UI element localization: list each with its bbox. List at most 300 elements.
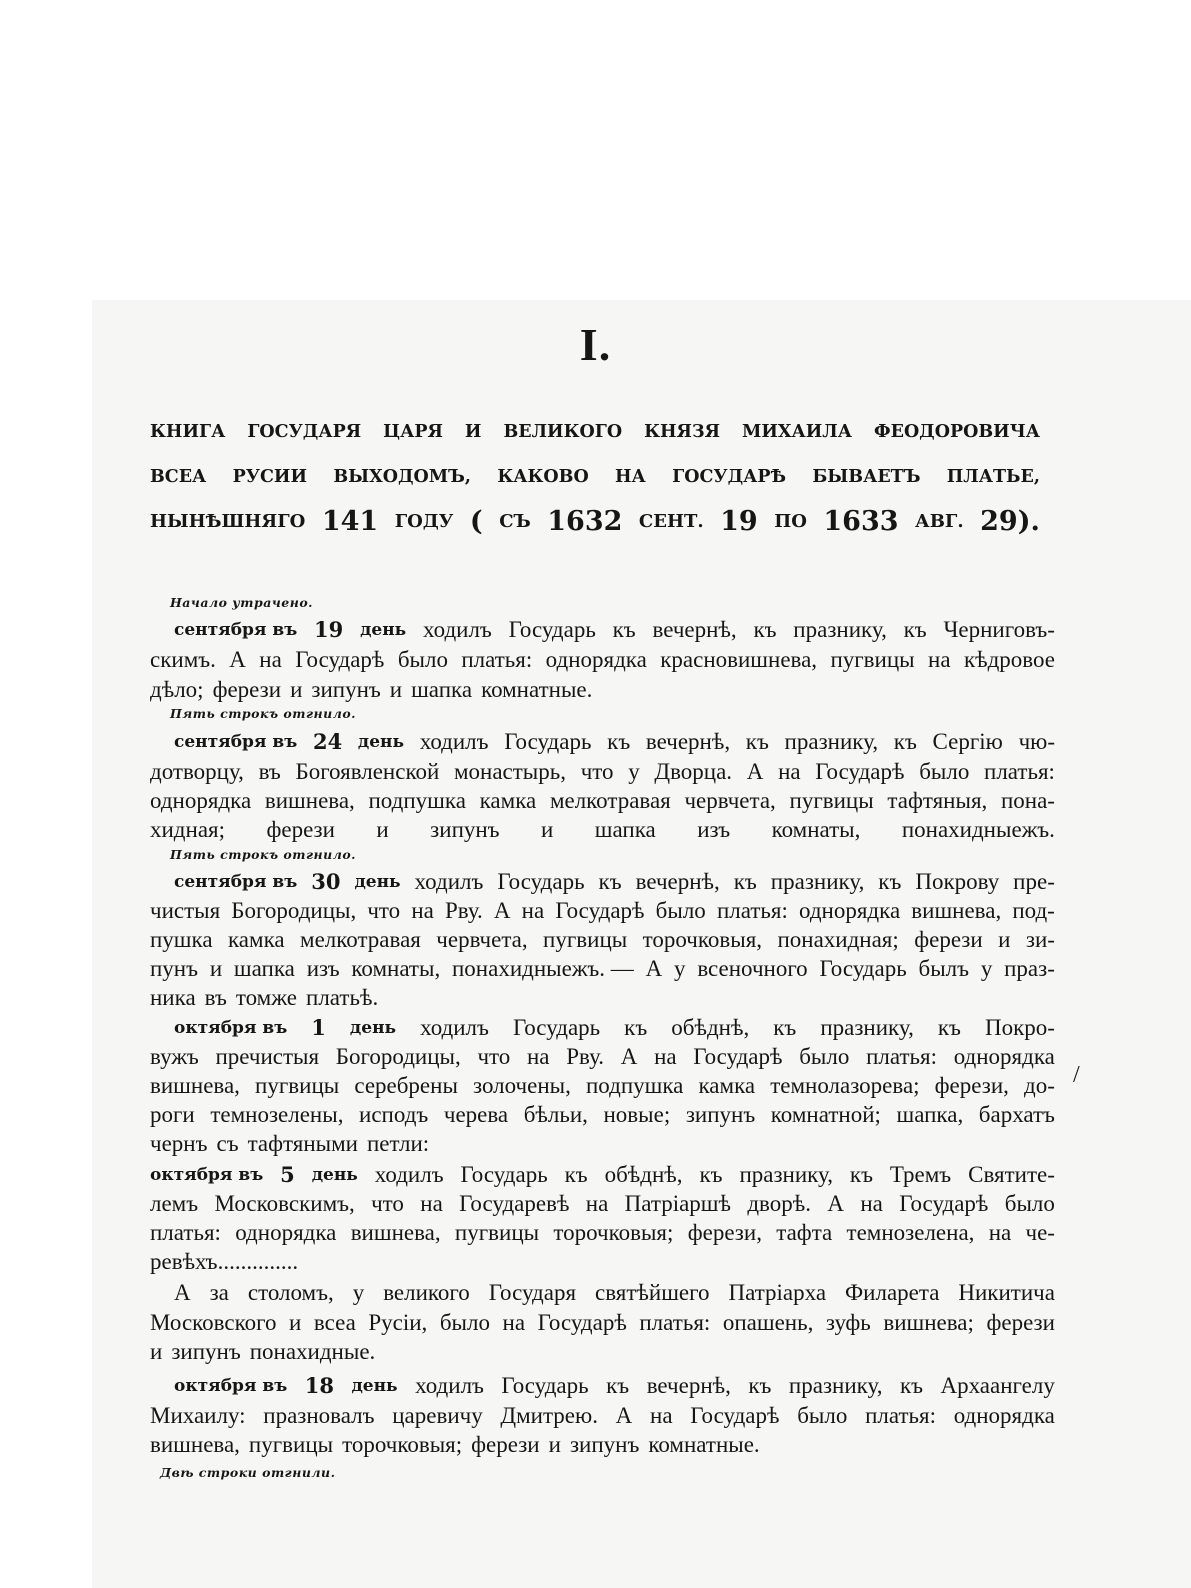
word: и xyxy=(290,677,303,702)
word: пунъ xyxy=(150,956,199,981)
word: ревѣхъ.............. xyxy=(150,1249,299,1274)
word: однорядка xyxy=(953,1403,1055,1428)
word: на xyxy=(860,1191,883,1216)
date-label: день xyxy=(360,620,407,640)
text-line xyxy=(150,1160,1055,1190)
word: въ xyxy=(204,985,227,1010)
word: Покро- xyxy=(984,1015,1055,1040)
word: на xyxy=(526,1044,550,1069)
title-word: 141 xyxy=(321,506,379,537)
text-line xyxy=(174,867,1055,897)
word: Русіи, xyxy=(368,1310,428,1335)
word: на xyxy=(420,1191,443,1216)
word: празновалъ xyxy=(263,1403,375,1428)
date-label: день xyxy=(349,1018,397,1038)
word: что xyxy=(580,759,614,784)
word: Государь xyxy=(504,729,592,754)
word: на xyxy=(259,647,282,672)
word: къ xyxy=(624,1015,648,1040)
title-word: ГОДУ xyxy=(394,511,454,532)
title-word: ГОСУДАРѢ xyxy=(672,467,786,487)
text-line xyxy=(174,727,1055,757)
word: празнику, xyxy=(788,1373,883,1398)
date-label: день xyxy=(351,1376,398,1396)
text-line xyxy=(150,757,1055,787)
word: на xyxy=(650,1403,673,1428)
word: святѣйшего xyxy=(595,1280,710,1305)
word: изъ xyxy=(306,956,340,981)
word: къ xyxy=(878,869,902,894)
text-line xyxy=(150,786,1055,816)
word: съ xyxy=(216,1131,239,1156)
title-word: НЫНѢШНЯГО xyxy=(150,511,306,532)
word: ходилъ xyxy=(414,869,484,894)
text-line xyxy=(150,815,1055,845)
word: шапка, xyxy=(896,1102,964,1127)
word: монастырь, xyxy=(453,759,566,784)
word: зипунъ xyxy=(685,1102,756,1127)
word: пугвицы xyxy=(255,1073,340,1098)
word: изъ xyxy=(697,817,731,842)
word: опашень, xyxy=(722,1310,814,1335)
title-word: ПО xyxy=(774,511,807,532)
word: Рву. xyxy=(444,898,483,923)
title-word: РУСИИ xyxy=(232,467,307,487)
word: А xyxy=(174,1280,191,1305)
word: и xyxy=(150,1339,163,1364)
word: зипунъ xyxy=(311,677,381,702)
date-number: 30 xyxy=(311,869,341,894)
date-label: сентября въ xyxy=(174,732,298,752)
word: къ xyxy=(903,617,927,642)
word: Филарета xyxy=(845,1280,940,1305)
word: царевичу xyxy=(392,1403,483,1428)
word: тафта xyxy=(776,1220,833,1245)
word: пре- xyxy=(1013,869,1055,894)
word: было xyxy=(799,1044,850,1069)
word: Государѣ xyxy=(690,1403,780,1428)
word: столомъ, xyxy=(247,1280,334,1305)
word: Государь xyxy=(460,1162,548,1187)
word: тафтяныя, xyxy=(887,788,988,813)
word: темнозелена, xyxy=(846,1220,975,1245)
word: Дмитрею. xyxy=(500,1403,598,1428)
text-line xyxy=(150,1100,1055,1130)
word: Государь xyxy=(497,869,585,894)
date-label: сентября въ xyxy=(174,620,298,640)
word: вишнева, xyxy=(150,1432,240,1457)
word: ферези, xyxy=(934,1073,1009,1098)
word: на xyxy=(521,898,545,923)
word: черева xyxy=(443,1102,509,1127)
word: торочковыя, xyxy=(642,927,763,952)
word: однорядка xyxy=(235,1220,337,1245)
title-word: ВСЕА xyxy=(150,467,207,487)
word: чю- xyxy=(1018,729,1055,754)
word: къ xyxy=(849,1162,873,1187)
word: обѣднѣ, xyxy=(671,1015,750,1040)
word: Московского xyxy=(150,1310,277,1335)
word: ходилъ xyxy=(415,1373,484,1398)
text-line xyxy=(150,645,1055,675)
word: что xyxy=(371,1191,404,1216)
word: Государѣ xyxy=(899,1191,989,1216)
word: пушка xyxy=(150,927,213,952)
word: роги xyxy=(150,1102,195,1127)
editorial-note: Начало утрачено. xyxy=(170,595,314,610)
word: было xyxy=(397,647,448,672)
word: и xyxy=(548,1432,561,1457)
chapter-numeral: I. xyxy=(579,319,612,370)
word: вишнева, xyxy=(150,1073,240,1098)
word: комнаты, xyxy=(351,956,441,981)
word: однорядка xyxy=(798,898,901,923)
word: за xyxy=(209,1280,229,1305)
word: платья: xyxy=(639,1310,711,1335)
word: Московскимъ, xyxy=(214,1191,355,1216)
word: торочковыя; xyxy=(342,1432,463,1457)
date-label: день xyxy=(354,872,401,892)
word: къ xyxy=(745,729,769,754)
word: къ xyxy=(564,1162,588,1187)
word: Рву. xyxy=(566,1044,605,1069)
word: къ xyxy=(748,1373,772,1398)
word: ходилъ xyxy=(419,729,489,754)
word: ника xyxy=(150,985,196,1010)
word: А xyxy=(229,647,246,672)
word: празнику, xyxy=(739,1162,833,1187)
word: платья: xyxy=(461,647,533,672)
word: къ xyxy=(612,617,636,642)
word: вечернѣ, xyxy=(646,1373,731,1398)
word: под- xyxy=(1012,898,1055,923)
text-line xyxy=(150,954,1055,984)
title-word: КНИГА xyxy=(150,422,226,442)
word: Государь xyxy=(508,617,596,642)
text-line xyxy=(174,1013,1055,1043)
word: къ xyxy=(753,617,777,642)
title-word: 19 xyxy=(720,506,758,537)
word: чистыя xyxy=(150,898,221,923)
word: дворѣ. xyxy=(747,1191,812,1216)
word: кѣдровое xyxy=(963,647,1055,672)
word: у xyxy=(352,1280,365,1305)
word: пугвицы xyxy=(789,788,874,813)
word: было xyxy=(797,1403,848,1428)
word: всеа xyxy=(313,1310,356,1335)
word: Сергію xyxy=(932,729,1003,754)
word: комнаты, xyxy=(771,817,861,842)
margin-mark: / xyxy=(1073,1062,1080,1088)
word: вишнева, xyxy=(350,1220,441,1245)
word: Государѣ xyxy=(295,647,385,672)
word: вечернѣ, xyxy=(652,617,737,642)
word: понахидные. xyxy=(249,1339,376,1364)
word: у xyxy=(628,759,640,784)
title-word: 1632 xyxy=(547,506,623,537)
word: Государя xyxy=(488,1280,577,1305)
word: и xyxy=(389,677,403,702)
text-line xyxy=(174,1371,1055,1401)
word: камка xyxy=(698,1073,756,1098)
word: было xyxy=(655,898,706,923)
word: Михаилу: xyxy=(150,1403,246,1428)
word: на xyxy=(502,1310,526,1335)
word: понахидныежъ. — xyxy=(452,956,634,981)
word: А xyxy=(827,1191,844,1216)
word: Патріарха xyxy=(728,1280,827,1305)
text-line xyxy=(174,615,1055,645)
word: на xyxy=(411,898,434,923)
title-word: СЪ xyxy=(499,511,531,532)
word: шапка xyxy=(411,677,473,702)
word: шапка xyxy=(594,817,656,842)
title-line-3 xyxy=(150,508,1040,536)
word: Дворца. xyxy=(654,759,733,784)
word: платьѣ. xyxy=(306,985,379,1010)
word: къ xyxy=(899,1373,924,1398)
date-label: октября въ xyxy=(174,1018,288,1038)
word: Богоявленской xyxy=(295,759,440,784)
title-word: КАКОВО xyxy=(497,467,589,487)
word: ферези xyxy=(914,927,983,952)
word: Архаангелу xyxy=(940,1373,1055,1398)
word: однорядка xyxy=(150,788,252,813)
word: Тремъ xyxy=(889,1162,952,1187)
word: и xyxy=(289,1310,302,1335)
word: чернъ xyxy=(150,1131,208,1156)
word: А xyxy=(746,759,764,784)
word: платья: xyxy=(865,1403,936,1428)
word: Святите- xyxy=(968,1162,1055,1187)
word: платья: xyxy=(984,759,1055,784)
word: къ xyxy=(937,1015,961,1040)
word: у xyxy=(674,956,686,981)
date-number: 24 xyxy=(312,729,343,754)
word: мелкотравая xyxy=(300,927,421,952)
word: всеночного xyxy=(697,956,808,981)
word: къ xyxy=(773,1015,797,1040)
word: на xyxy=(988,1220,1012,1245)
word: вечернѣ, xyxy=(635,869,720,894)
word: что xyxy=(367,898,401,923)
text-line xyxy=(150,1189,1055,1219)
text-line xyxy=(150,675,1055,705)
word: хидная; xyxy=(150,817,225,842)
word: Государѣ xyxy=(693,1044,783,1069)
word: вишнева; xyxy=(883,1310,974,1335)
word: Черниговъ- xyxy=(943,617,1055,642)
text-line xyxy=(150,1430,1055,1460)
word: А xyxy=(493,898,511,923)
word: А xyxy=(645,956,663,981)
word: бархатъ xyxy=(978,1102,1055,1127)
word: подпушка xyxy=(368,788,466,813)
title-word: ВЫХОДОМЪ, xyxy=(333,467,471,487)
title-word: АВГ. xyxy=(915,511,964,532)
word: темнолазорева; xyxy=(770,1073,920,1098)
word: что xyxy=(477,1044,511,1069)
date-label: день xyxy=(311,1165,358,1185)
text-line xyxy=(150,1337,1055,1367)
word: зи- xyxy=(1025,927,1055,952)
word: къ xyxy=(606,1373,630,1398)
word: дотворцу, xyxy=(150,759,244,784)
word: ферези xyxy=(212,677,282,702)
date-number: 5 xyxy=(280,1162,295,1187)
word: ходилъ xyxy=(422,617,492,642)
word: вечернѣ, xyxy=(645,729,731,754)
title-word: БЫВАЕТЪ xyxy=(812,467,921,487)
word: былъ xyxy=(918,956,970,981)
text-line xyxy=(150,983,1055,1013)
page-margin-left xyxy=(0,300,92,1588)
title-word: ГОСУДАРЯ xyxy=(247,422,362,442)
title-word: ПЛАТЬЕ, xyxy=(946,467,1040,487)
text-line xyxy=(150,1129,1055,1159)
word: камка xyxy=(227,927,285,952)
word: къ xyxy=(893,729,917,754)
word: серебрены xyxy=(354,1073,458,1098)
word: понахидная; xyxy=(777,927,899,952)
word: и xyxy=(376,817,389,842)
word: камка xyxy=(479,788,537,813)
word: ходилъ xyxy=(420,1015,489,1040)
word: комнатные. xyxy=(648,1432,760,1457)
title-word: НА xyxy=(615,467,646,487)
word: ферези xyxy=(986,1310,1055,1335)
editorial-note: Пять строкъ отгнило. xyxy=(170,847,357,862)
word: Богородицы, xyxy=(335,1044,461,1069)
word: Патріаршѣ xyxy=(624,1191,732,1216)
word: пречистыя xyxy=(215,1044,320,1069)
title-word: ФЕОДОРОВИЧА xyxy=(874,422,1040,442)
title-line-1 xyxy=(150,418,1040,446)
title-word: 29). xyxy=(980,506,1040,537)
word: обѣднѣ, xyxy=(604,1162,683,1187)
word: Государѣ xyxy=(555,898,645,923)
word: новые; xyxy=(603,1102,671,1127)
word: Государѣ xyxy=(537,1310,627,1335)
word: Никитича xyxy=(958,1280,1055,1305)
word: Государь xyxy=(512,1015,601,1040)
word: однорядка xyxy=(545,647,647,672)
title-word: СЕНТ. xyxy=(638,511,704,532)
word: къ xyxy=(598,869,622,894)
text-line xyxy=(150,896,1055,926)
word: на xyxy=(928,647,951,672)
word: пугвицы xyxy=(830,647,915,672)
text-line xyxy=(150,1308,1055,1338)
word: шапка xyxy=(233,956,295,981)
word: вужъ xyxy=(150,1044,199,1069)
word: Покрову xyxy=(915,869,1000,894)
word: червчета, xyxy=(684,788,776,813)
date-number: 19 xyxy=(314,617,344,642)
editorial-note: Пять строкъ отгнило. xyxy=(170,706,357,721)
word: празнику, xyxy=(784,729,879,754)
word: Государь xyxy=(501,1373,589,1398)
word: пугвицы xyxy=(454,1220,540,1245)
word: платья: xyxy=(150,1220,221,1245)
word: исподъ xyxy=(359,1102,429,1127)
word: празнику, xyxy=(820,1015,914,1040)
word: петли: xyxy=(367,1131,430,1156)
word: че- xyxy=(1025,1220,1055,1245)
word: было xyxy=(919,759,970,784)
word: къ xyxy=(699,1162,723,1187)
word: и xyxy=(541,817,554,842)
word: пугвицы xyxy=(543,927,628,952)
word: пугвицы xyxy=(248,1432,334,1457)
text-line xyxy=(150,1071,1055,1101)
date-label: октября въ xyxy=(150,1165,264,1185)
word: ферези xyxy=(266,817,335,842)
text-line xyxy=(150,1247,1055,1277)
word: зипунъ xyxy=(569,1432,640,1457)
word: однорядка xyxy=(953,1044,1055,1069)
text-line xyxy=(150,925,1055,955)
word: Государь xyxy=(819,956,907,981)
title-word: МИХАИЛА xyxy=(742,422,853,442)
date-number: 18 xyxy=(304,1373,334,1398)
word: А xyxy=(620,1044,638,1069)
word: понахидныежъ. xyxy=(901,817,1055,842)
word: до- xyxy=(1024,1073,1055,1098)
word: комнатные. xyxy=(481,677,593,702)
word: зуфь xyxy=(825,1310,871,1335)
word: праз- xyxy=(1004,956,1055,981)
word: ферези xyxy=(471,1432,540,1457)
date-label: октября въ xyxy=(174,1376,288,1396)
word: къ xyxy=(607,729,631,754)
word: и xyxy=(998,927,1011,952)
title-word: ЦАРЯ xyxy=(383,422,443,442)
word: пона- xyxy=(1000,788,1055,813)
title-word: ( xyxy=(469,506,483,537)
word: темнозелены, xyxy=(210,1102,344,1127)
word: на xyxy=(585,1191,609,1216)
word: червчета, xyxy=(436,927,528,952)
word: мелкотравая xyxy=(549,788,671,813)
text-line xyxy=(174,1278,1055,1308)
word: бѣльи, xyxy=(523,1102,588,1127)
editorial-note: Двѣ строки отгнили. xyxy=(160,1465,336,1480)
word: подпушка xyxy=(585,1073,684,1098)
word: тафтяными xyxy=(247,1131,358,1156)
word: къ xyxy=(733,869,757,894)
word: ферези, xyxy=(687,1220,762,1245)
date-label: день xyxy=(357,732,405,752)
word: скимъ. xyxy=(150,647,216,672)
title-word: КНЯЗЯ xyxy=(644,422,721,442)
word: великого xyxy=(383,1280,470,1305)
word: красновишнева, xyxy=(660,647,818,672)
word: на xyxy=(778,759,801,784)
word: лемъ xyxy=(150,1191,199,1216)
word: А xyxy=(615,1403,633,1428)
text-line xyxy=(150,1401,1055,1431)
word: на xyxy=(654,1044,677,1069)
word: платья: xyxy=(866,1044,937,1069)
word: было xyxy=(1004,1191,1055,1216)
word: томже xyxy=(235,985,298,1010)
word: празнику, xyxy=(793,617,887,642)
word: зипунъ xyxy=(171,1339,241,1364)
word: вишнева, xyxy=(911,898,1002,923)
text-line xyxy=(150,1042,1055,1072)
text-line xyxy=(150,1218,1055,1248)
